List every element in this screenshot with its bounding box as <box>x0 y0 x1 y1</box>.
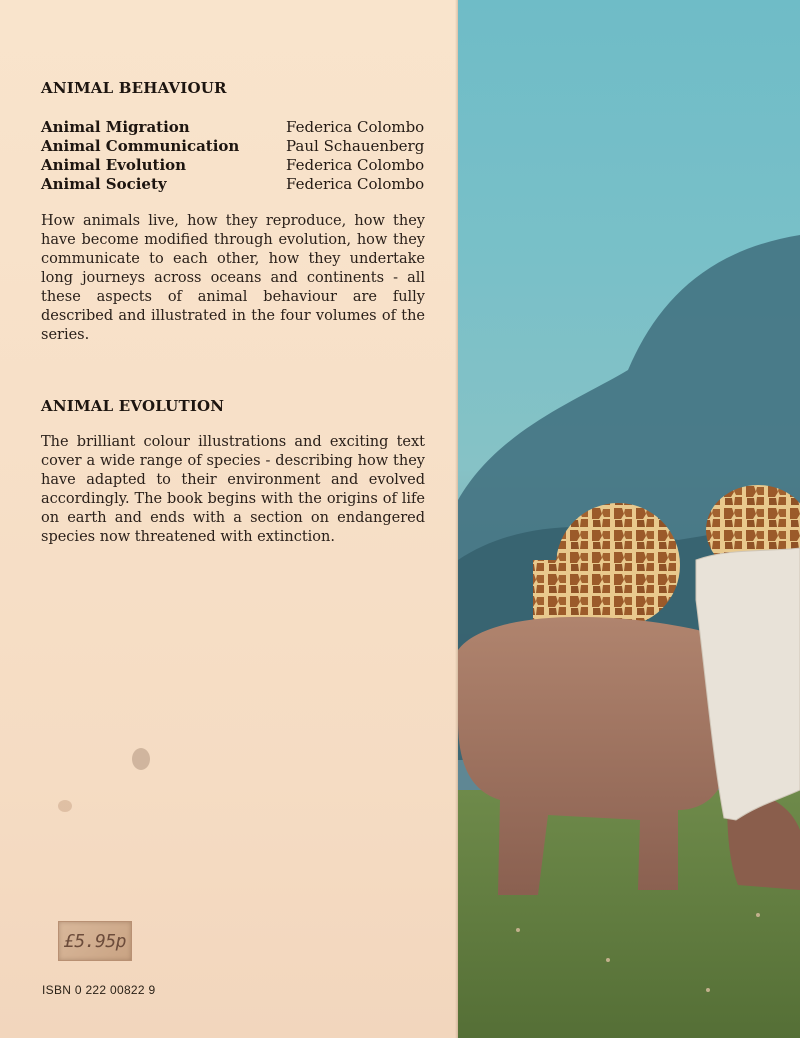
series-row <box>41 117 426 136</box>
book-description: The brilliant colour illustrations and exciting text cover a wide range of species - describing how they have adapted to their environment and evolved accordingly. The book begins with the origins of life on earth and ends with a section on endangered species now threatened with extinction. <box>41 434 425 545</box>
series-heading: ANIMAL BEHAVIOUR <box>41 79 227 97</box>
book-heading: ANIMAL EVOLUTION <box>41 397 225 415</box>
series-title: Animal Migration <box>41 117 190 136</box>
cover-photo <box>458 0 800 1038</box>
series-description: How animals live, how they reproduce, how they have become modified through evolution, how they communicate to each other, how they undertake long journeys across oceans and continents - all these aspects of animal behaviour are fully described and illustrated in the four volumes of the series. <box>41 213 425 343</box>
price-label: £5.95p <box>63 930 127 952</box>
series-row <box>41 174 426 193</box>
series-author: Federica Colombo <box>286 117 425 136</box>
series-author: Paul Schauenberg <box>286 136 425 155</box>
paper-stain <box>58 800 72 812</box>
series-row <box>41 136 426 155</box>
paper-stain <box>132 748 150 770</box>
series-list <box>41 117 426 193</box>
series-title: Animal Society <box>41 174 167 193</box>
giraffes-rhino-illustration <box>458 0 800 1038</box>
series-title: Animal Communication <box>41 136 240 155</box>
price-sticker <box>58 921 132 961</box>
series-title: Animal Evolution <box>41 155 187 174</box>
series-author: Federica Colombo <box>286 174 425 193</box>
series-author: Federica Colombo <box>286 155 425 174</box>
series-row <box>41 155 426 174</box>
isbn-label: ISBN 0 222 00822 9 <box>42 983 156 997</box>
